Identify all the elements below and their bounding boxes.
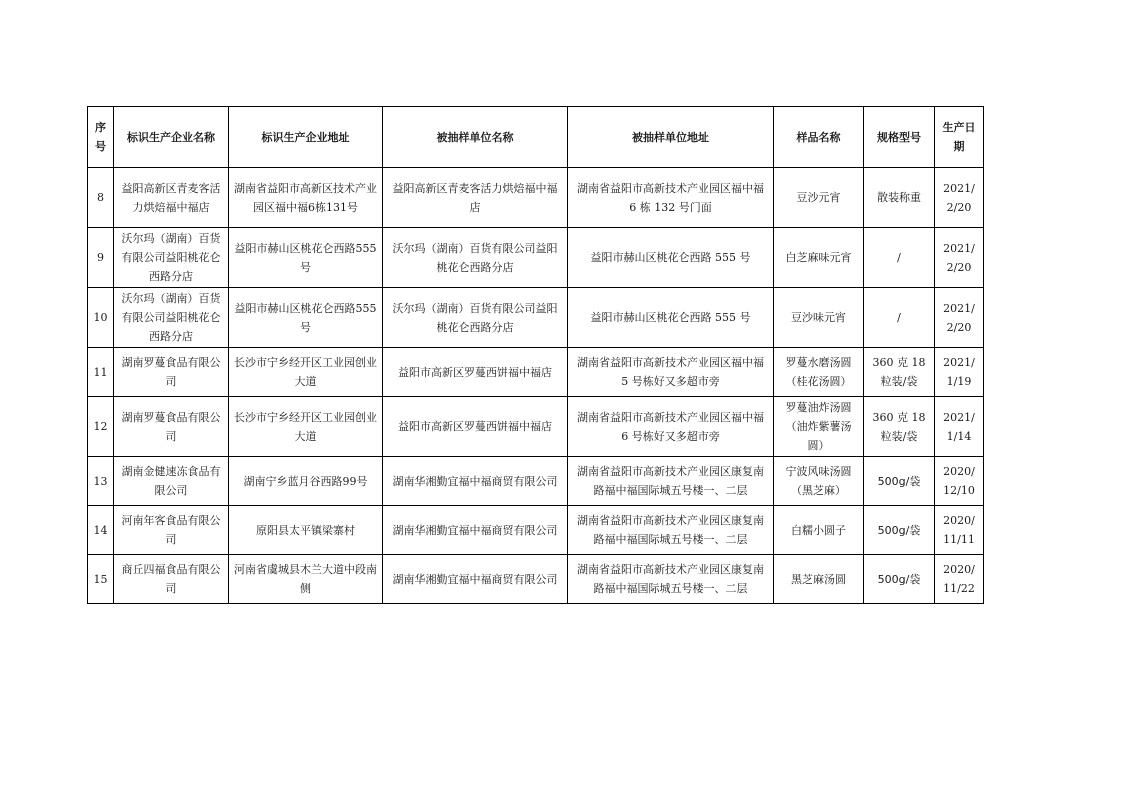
cell-spec: 500g/袋 [864, 506, 935, 555]
cell-manufacturer-address: 湖南省益阳市高新区技术产业园区福中福6栋131号 [229, 168, 383, 228]
cell-spec: 散装称重 [864, 168, 935, 228]
cell-sampled-unit-name: 湖南华湘勤宜福中福商贸有限公司 [383, 555, 568, 604]
header-manufacturer-name: 标识生产企业名称 [114, 107, 229, 168]
header-seq: 序号 [88, 107, 114, 168]
cell-sample-name: 罗蔓水磨汤圆（桂花汤圆） [774, 348, 864, 397]
cell-production-date: 2020/11/22 [935, 555, 984, 604]
cell-seq: 12 [88, 397, 114, 457]
table-row [88, 397, 984, 457]
cell-production-date: 2021/2/20 [935, 168, 984, 228]
cell-production-date: 2020/11/11 [935, 506, 984, 555]
cell-spec: 500g/袋 [864, 555, 935, 604]
cell-sampled-unit-name: 沃尔玛（湖南）百货有限公司益阳桃花仑西路分店 [383, 288, 568, 348]
table-row [88, 555, 984, 604]
cell-production-date: 2021/2/20 [935, 228, 984, 288]
cell-seq: 15 [88, 555, 114, 604]
cell-seq: 13 [88, 457, 114, 506]
sampling-results-table [87, 106, 984, 604]
table-row [88, 457, 984, 506]
cell-manufacturer-name: 益阳高新区青麦客活力烘焙福中福店 [114, 168, 229, 228]
cell-sampled-unit-name: 益阳市高新区罗蔓西饼福中福店 [383, 348, 568, 397]
cell-sample-name: 豆沙味元宵 [774, 288, 864, 348]
cell-sampled-unit-name: 益阳高新区青麦客活力烘焙福中福店 [383, 168, 568, 228]
cell-sample-name: 宁波风味汤圆（黑芝麻） [774, 457, 864, 506]
cell-sampled-unit-address: 湖南省益阳市高新技术产业园区康复南路福中福国际城五号楼一、二层 [568, 506, 774, 555]
cell-sample-name: 罗蔓油炸汤圆（油炸紫薯汤圆） [774, 397, 864, 457]
table-row [88, 168, 984, 228]
header-row [88, 107, 984, 168]
cell-manufacturer-name: 湖南金健速冻食品有限公司 [114, 457, 229, 506]
cell-spec: / [864, 288, 935, 348]
table-row [88, 506, 984, 555]
cell-spec: 360 克 18 粒装/袋 [864, 397, 935, 457]
cell-seq: 10 [88, 288, 114, 348]
table-row [88, 228, 984, 288]
cell-sample-name: 豆沙元宵 [774, 168, 864, 228]
header-sample-name: 样品名称 [774, 107, 864, 168]
cell-manufacturer-name: 商丘四福食品有限公司 [114, 555, 229, 604]
cell-manufacturer-name: 沃尔玛（湖南）百货有限公司益阳桃花仑西路分店 [114, 288, 229, 348]
cell-spec: 360 克 18 粒装/袋 [864, 348, 935, 397]
cell-seq: 8 [88, 168, 114, 228]
cell-sampled-unit-address: 湖南省益阳市高新技术产业园区福中福 6 号栋好又多超市旁 [568, 397, 774, 457]
cell-seq: 11 [88, 348, 114, 397]
cell-sampled-unit-name: 益阳市高新区罗蔓西饼福中福店 [383, 397, 568, 457]
cell-sample-name: 白芝麻味元宵 [774, 228, 864, 288]
cell-manufacturer-name: 湖南罗蔓食品有限公司 [114, 397, 229, 457]
cell-sampled-unit-address: 湖南省益阳市高新技术产业园区康复南路福中福国际城五号楼一、二层 [568, 457, 774, 506]
header-production-date: 生产日期 [935, 107, 984, 168]
cell-manufacturer-address: 益阳市赫山区桃花仑西路555号 [229, 228, 383, 288]
cell-sampled-unit-name: 湖南华湘勤宜福中福商贸有限公司 [383, 457, 568, 506]
cell-manufacturer-address: 河南省虞城县木兰大道中段南侧 [229, 555, 383, 604]
header-sampled-unit-address: 被抽样单位地址 [568, 107, 774, 168]
table-row [88, 288, 984, 348]
cell-manufacturer-address: 长沙市宁乡经开区工业园创业大道 [229, 397, 383, 457]
cell-sampled-unit-address: 益阳市赫山区桃花仑西路 555 号 [568, 288, 774, 348]
cell-sampled-unit-address: 湖南省益阳市高新技术产业园区福中福 5 号栋好又多超市旁 [568, 348, 774, 397]
table-row [88, 348, 984, 397]
cell-production-date: 2021/2/20 [935, 288, 984, 348]
cell-seq: 14 [88, 506, 114, 555]
cell-spec: / [864, 228, 935, 288]
cell-sampled-unit-address: 益阳市赫山区桃花仑西路 555 号 [568, 228, 774, 288]
cell-sampled-unit-name: 湖南华湘勤宜福中福商贸有限公司 [383, 506, 568, 555]
cell-sampled-unit-name: 沃尔玛（湖南）百货有限公司益阳桃花仑西路分店 [383, 228, 568, 288]
cell-production-date: 2020/12/10 [935, 457, 984, 506]
header-manufacturer-address: 标识生产企业地址 [229, 107, 383, 168]
header-spec: 规格型号 [864, 107, 935, 168]
cell-manufacturer-name: 湖南罗蔓食品有限公司 [114, 348, 229, 397]
cell-manufacturer-name: 河南年客食品有限公司 [114, 506, 229, 555]
cell-sampled-unit-address: 湖南省益阳市高新技术产业园区康复南路福中福国际城五号楼一、二层 [568, 555, 774, 604]
cell-sampled-unit-address: 湖南省益阳市高新技术产业园区福中福 6 栋 132 号门面 [568, 168, 774, 228]
cell-sample-name: 白糯小圆子 [774, 506, 864, 555]
cell-manufacturer-name: 沃尔玛（湖南）百货有限公司益阳桃花仑西路分店 [114, 228, 229, 288]
cell-seq: 9 [88, 228, 114, 288]
cell-production-date: 2021/1/19 [935, 348, 984, 397]
cell-sample-name: 黑芝麻汤圆 [774, 555, 864, 604]
cell-spec: 500g/袋 [864, 457, 935, 506]
cell-manufacturer-address: 湖南宁乡蓝月谷西路99号 [229, 457, 383, 506]
cell-manufacturer-address: 原阳县太平镇梁寨村 [229, 506, 383, 555]
cell-manufacturer-address: 益阳市赫山区桃花仑西路555号 [229, 288, 383, 348]
cell-manufacturer-address: 长沙市宁乡经开区工业园创业大道 [229, 348, 383, 397]
cell-production-date: 2021/1/14 [935, 397, 984, 457]
header-sampled-unit-name: 被抽样单位名称 [383, 107, 568, 168]
